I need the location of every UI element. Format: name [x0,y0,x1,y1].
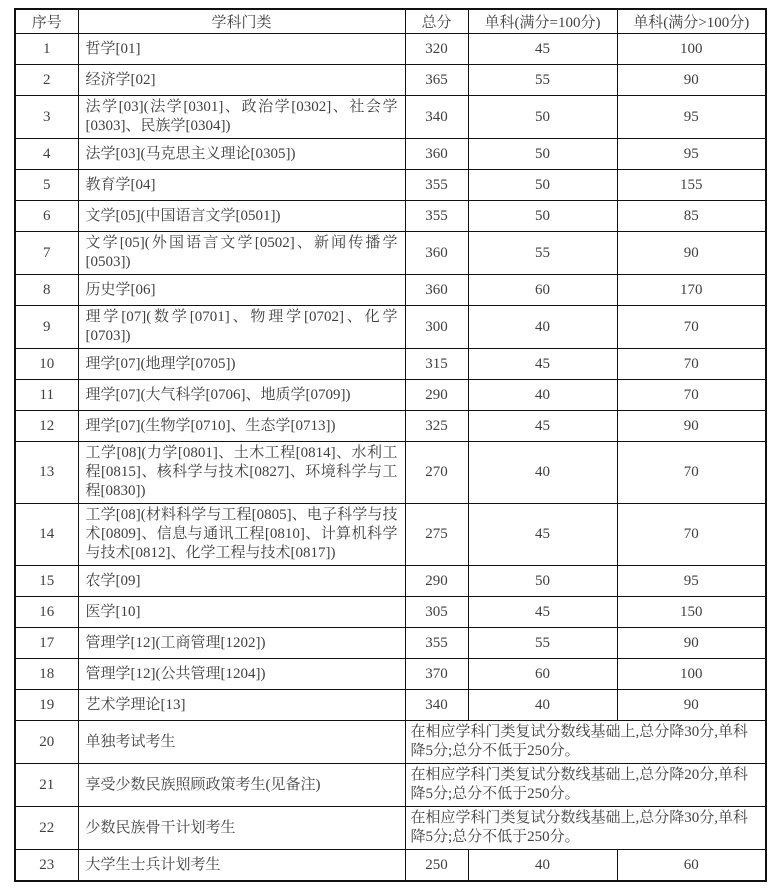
table-row [15,721,766,764]
single-subject-eq100-cell: 40 [468,380,617,411]
discipline-category-cell: 管理学[12](工商管理[1202]) [78,628,405,659]
row-number-cell: 17 [15,628,78,659]
single-subject-gt100-cell: 70 [617,380,766,411]
policy-note-cell: 在相应学科门类复试分数线基础上,总分降20分,单科降5分;总分不低于250分。 [405,764,766,807]
row-number-cell: 21 [15,764,78,807]
single-subject-gt100-cell: 95 [617,96,766,139]
single-subject-gt100-cell: 70 [617,349,766,380]
discipline-category-cell: 少数民族骨干计划考生 [78,807,405,850]
discipline-category-cell: 管理学[12](公共管理[1204]) [78,659,405,690]
single-subject-eq100-cell: 50 [468,170,617,201]
discipline-category-cell: 享受少数民族照顾政策考生(见备注) [78,764,405,807]
table-row [15,201,766,232]
single-subject-gt100-cell: 90 [617,232,766,275]
discipline-category-cell: 文学[05](中国语言文学[0501]) [78,201,405,232]
table-row [15,139,766,170]
single-subject-gt100-cell: 90 [617,628,766,659]
row-number-cell: 16 [15,597,78,628]
column-header-number: 序号 [15,9,78,34]
table-row [15,411,766,442]
discipline-category-cell: 经济学[02] [78,65,405,96]
total-score-cell: 355 [405,201,468,232]
table-row [15,504,766,566]
single-subject-gt100-cell: 70 [617,442,766,504]
row-number-cell: 9 [15,306,78,349]
admission-score-table [14,8,767,882]
row-number-cell: 23 [15,850,78,882]
row-number-cell: 5 [15,170,78,201]
single-subject-gt100-cell: 90 [617,65,766,96]
total-score-cell: 340 [405,690,468,721]
single-subject-eq100-cell: 40 [468,690,617,721]
row-number-cell: 12 [15,411,78,442]
column-header-subject-eq100: 单科(满分=100分) [468,9,617,34]
single-subject-eq100-cell: 50 [468,96,617,139]
policy-note-cell: 在相应学科门类复试分数线基础上,总分降30分,单科降5分;总分不低于250分。 [405,807,766,850]
table-row [15,170,766,201]
single-subject-gt100-cell: 170 [617,275,766,306]
column-header-total-score: 总分 [405,9,468,34]
table-row [15,275,766,306]
single-subject-gt100-cell: 85 [617,201,766,232]
table-row [15,349,766,380]
total-score-cell: 325 [405,411,468,442]
table-row [15,628,766,659]
single-subject-eq100-cell: 40 [468,442,617,504]
row-number-cell: 22 [15,807,78,850]
table-row [15,659,766,690]
single-subject-gt100-cell: 95 [617,566,766,597]
total-score-cell: 250 [405,850,468,882]
single-subject-eq100-cell: 45 [468,504,617,566]
total-score-cell: 370 [405,659,468,690]
discipline-category-cell: 理学[07](数学[0701]、物理学[0702]、化学[0703]) [78,306,405,349]
single-subject-eq100-cell: 45 [468,34,617,65]
table-row [15,597,766,628]
single-subject-gt100-cell: 155 [617,170,766,201]
table-row [15,380,766,411]
total-score-cell: 360 [405,275,468,306]
table-row [15,566,766,597]
total-score-cell: 315 [405,349,468,380]
row-number-cell: 19 [15,690,78,721]
row-number-cell: 6 [15,201,78,232]
discipline-category-cell: 哲学[01] [78,34,405,65]
table-body [15,34,766,882]
row-number-cell: 10 [15,349,78,380]
row-number-cell: 1 [15,34,78,65]
table-row [15,850,766,882]
table-row [15,442,766,504]
discipline-category-cell: 艺术学理论[13] [78,690,405,721]
row-number-cell: 14 [15,504,78,566]
single-subject-eq100-cell: 55 [468,628,617,659]
single-subject-gt100-cell: 95 [617,139,766,170]
table-header [15,9,766,34]
single-subject-eq100-cell: 60 [468,275,617,306]
header-row [15,9,766,34]
total-score-cell: 290 [405,566,468,597]
table-row [15,690,766,721]
single-subject-eq100-cell: 40 [468,850,617,882]
discipline-category-cell: 农学[09] [78,566,405,597]
single-subject-eq100-cell: 50 [468,201,617,232]
total-score-cell: 300 [405,306,468,349]
total-score-cell: 320 [405,34,468,65]
row-number-cell: 2 [15,65,78,96]
table-row [15,807,766,850]
row-number-cell: 3 [15,96,78,139]
discipline-category-cell: 工学[08](力学[0801]、土木工程[0814]、水利工程[0815]、核科学与技术[0827]、环境科学与工程[0830]) [78,442,405,504]
row-number-cell: 4 [15,139,78,170]
row-number-cell: 8 [15,275,78,306]
total-score-cell: 355 [405,170,468,201]
discipline-category-cell: 理学[07](生物学[0710]、生态学[0713]) [78,411,405,442]
row-number-cell: 7 [15,232,78,275]
discipline-category-cell: 单独考试考生 [78,721,405,764]
total-score-cell: 365 [405,65,468,96]
single-subject-eq100-cell: 45 [468,349,617,380]
total-score-cell: 290 [405,380,468,411]
row-number-cell: 13 [15,442,78,504]
single-subject-gt100-cell: 70 [617,306,766,349]
discipline-category-cell: 理学[07](大气科学[0706]、地质学[0709]) [78,380,405,411]
single-subject-eq100-cell: 55 [468,65,617,96]
table-row [15,764,766,807]
single-subject-eq100-cell: 50 [468,566,617,597]
discipline-category-cell: 医学[10] [78,597,405,628]
table-row [15,306,766,349]
total-score-cell: 360 [405,139,468,170]
single-subject-eq100-cell: 45 [468,597,617,628]
row-number-cell: 15 [15,566,78,597]
single-subject-eq100-cell: 45 [468,411,617,442]
total-score-cell: 305 [405,597,468,628]
single-subject-eq100-cell: 60 [468,659,617,690]
discipline-category-cell: 文学[05](外国语言文学[0502]、新闻传播学[0503]) [78,232,405,275]
single-subject-gt100-cell: 70 [617,504,766,566]
single-subject-gt100-cell: 90 [617,411,766,442]
discipline-category-cell: 法学[03](法学[0301]、政治学[0302]、社会学[0303]、民族学[0304]) [78,96,405,139]
policy-note-cell: 在相应学科门类复试分数线基础上,总分降30分,单科降5分;总分不低于250分。 [405,721,766,764]
single-subject-eq100-cell: 50 [468,139,617,170]
single-subject-eq100-cell: 40 [468,306,617,349]
table-row [15,34,766,65]
discipline-category-cell: 理学[07](地理学[0705]) [78,349,405,380]
discipline-category-cell: 大学生士兵计划考生 [78,850,405,882]
table-row [15,96,766,139]
total-score-cell: 275 [405,504,468,566]
row-number-cell: 11 [15,380,78,411]
column-header-discipline: 学科门类 [78,9,405,34]
discipline-category-cell: 工学[08](材料科学与工程[0805]、电子科学与技术[0809]、信息与通讯工程[0810]、计算机科学与技术[0812]、化学工程与技术[0817]) [78,504,405,566]
table-row [15,232,766,275]
total-score-cell: 270 [405,442,468,504]
total-score-cell: 355 [405,628,468,659]
single-subject-gt100-cell: 150 [617,597,766,628]
single-subject-gt100-cell: 90 [617,690,766,721]
total-score-cell: 360 [405,232,468,275]
discipline-category-cell: 法学[03](马克思主义理论[0305]) [78,139,405,170]
single-subject-gt100-cell: 60 [617,850,766,882]
total-score-cell: 340 [405,96,468,139]
row-number-cell: 20 [15,721,78,764]
column-header-subject-gt100: 单科(满分>100分) [617,9,766,34]
single-subject-gt100-cell: 100 [617,34,766,65]
table-row [15,65,766,96]
discipline-category-cell: 历史学[06] [78,275,405,306]
single-subject-gt100-cell: 100 [617,659,766,690]
single-subject-eq100-cell: 55 [468,232,617,275]
row-number-cell: 18 [15,659,78,690]
discipline-category-cell: 教育学[04] [78,170,405,201]
